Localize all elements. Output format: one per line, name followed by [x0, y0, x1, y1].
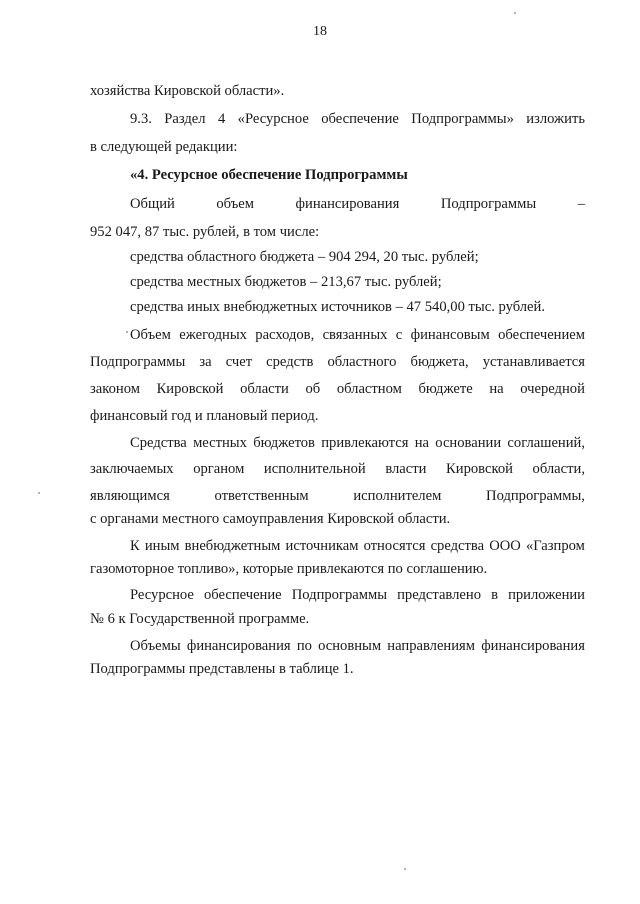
word: обеспечение [203, 587, 282, 603]
text-line: средства областного бюджета – 904 294, 20 тыс. рублей; [130, 249, 479, 265]
word: финансирования [481, 638, 585, 654]
text-line [130, 195, 585, 213]
text-line [90, 487, 585, 505]
word: 9.3. [130, 111, 152, 127]
word: основании [435, 435, 502, 451]
word: заключаемых [90, 461, 174, 477]
word: 4 [217, 111, 226, 127]
word: органом [193, 461, 245, 477]
text-line: хозяйства Кировской области». [90, 83, 285, 99]
word: финансовым [410, 327, 490, 343]
word: очередной [520, 381, 585, 397]
word: на [489, 381, 504, 397]
text-line [130, 586, 585, 604]
word: Объемы [130, 638, 181, 654]
word: приложении [508, 587, 585, 603]
word: в [491, 587, 498, 603]
word: средств [266, 354, 314, 370]
word: Кировской [446, 461, 513, 477]
word: ответственным [214, 488, 309, 504]
word: Средства [130, 435, 187, 451]
word: ежегодных [179, 327, 247, 343]
word: об [305, 381, 321, 397]
word: областном [336, 381, 402, 397]
text-line [90, 353, 585, 371]
text-line: Подпрограммы представлены в таблице 1. [90, 661, 354, 677]
word: области, [532, 461, 585, 477]
word: ООО [489, 538, 521, 554]
word: «Газпром [525, 538, 585, 554]
word: относятся [363, 538, 426, 554]
text-line: газомоторное топливо», которые привлекаются по соглашению. [90, 561, 488, 577]
word: направлениям [387, 638, 476, 654]
word: связанных [322, 327, 388, 343]
word: бюджетов [253, 435, 315, 451]
text-line [130, 537, 585, 555]
word: местных [193, 435, 247, 451]
scan-speck [38, 492, 40, 494]
word: К [130, 538, 140, 554]
word: Общий [130, 196, 175, 212]
word: Подпрограммы, [486, 488, 585, 504]
word: исполнительной [263, 461, 366, 477]
word: средства [430, 538, 485, 554]
word: с [395, 327, 403, 343]
word: соглашений, [507, 435, 585, 451]
word: Кировской [156, 381, 224, 397]
word: за [199, 354, 212, 370]
word: счет [225, 354, 253, 370]
word: устанавливается [482, 354, 585, 370]
word: области [240, 381, 289, 397]
text-line: с органами местного самоуправления Кировской области. [90, 511, 451, 527]
text-line [90, 380, 585, 398]
word: Подпрограммы [90, 354, 186, 370]
word: на [414, 435, 429, 451]
word: изложить [526, 111, 585, 127]
word: обеспечением [498, 327, 585, 343]
word: власти [385, 461, 427, 477]
word: исполнителем [353, 488, 442, 504]
word: финансирования [186, 638, 291, 654]
word: основным [318, 638, 382, 654]
page-number: 18 [313, 24, 327, 39]
word: по [296, 638, 312, 654]
word: Подпрограммы [291, 587, 388, 603]
word: – [577, 196, 585, 212]
word: Раздел [164, 111, 206, 127]
scan-speck [404, 868, 406, 870]
word: расходов, [255, 327, 315, 343]
scan-speck [126, 331, 128, 333]
text-line: средства местных бюджетов – 213,67 тыс. рублей; [130, 274, 442, 290]
word: Ресурсное [130, 587, 194, 603]
word: финансирования [295, 196, 400, 212]
section-heading: «4. Ресурсное обеспечение Подпрограммы [130, 167, 408, 183]
text-line: в следующей редакции: [90, 139, 238, 155]
word: являющимся [90, 488, 170, 504]
word: областного [327, 354, 397, 370]
word: Объем [130, 327, 171, 343]
word: Подпрограммы [440, 196, 537, 212]
word: объем [216, 196, 254, 212]
text-line: финансовый год и плановый период. [90, 408, 319, 424]
word: Подпрограммы» [411, 111, 514, 127]
text-line [130, 637, 585, 655]
word: представлено [397, 587, 481, 603]
word: внебюджетным [184, 538, 281, 554]
word: иным [144, 538, 180, 554]
word: «Ресурсное [237, 111, 309, 127]
word: привлекаются [321, 435, 409, 451]
word: обеспечение [321, 111, 399, 127]
word: бюджета, [410, 354, 469, 370]
text-line: средства иных внебюджетных источников – 47 540,00 тыс. рублей. [130, 299, 545, 315]
text-line [90, 460, 585, 478]
text-line [130, 434, 585, 452]
word: бюджете [418, 381, 473, 397]
text-line: 952 047, 87 тыс. рублей, в том числе: [90, 224, 320, 240]
scan-speck [514, 12, 516, 14]
text-line: № 6 к Государственной программе. [90, 611, 310, 627]
text-line [130, 110, 585, 128]
word: законом [90, 381, 140, 397]
text-line [130, 326, 585, 344]
word: источникам [285, 538, 359, 554]
